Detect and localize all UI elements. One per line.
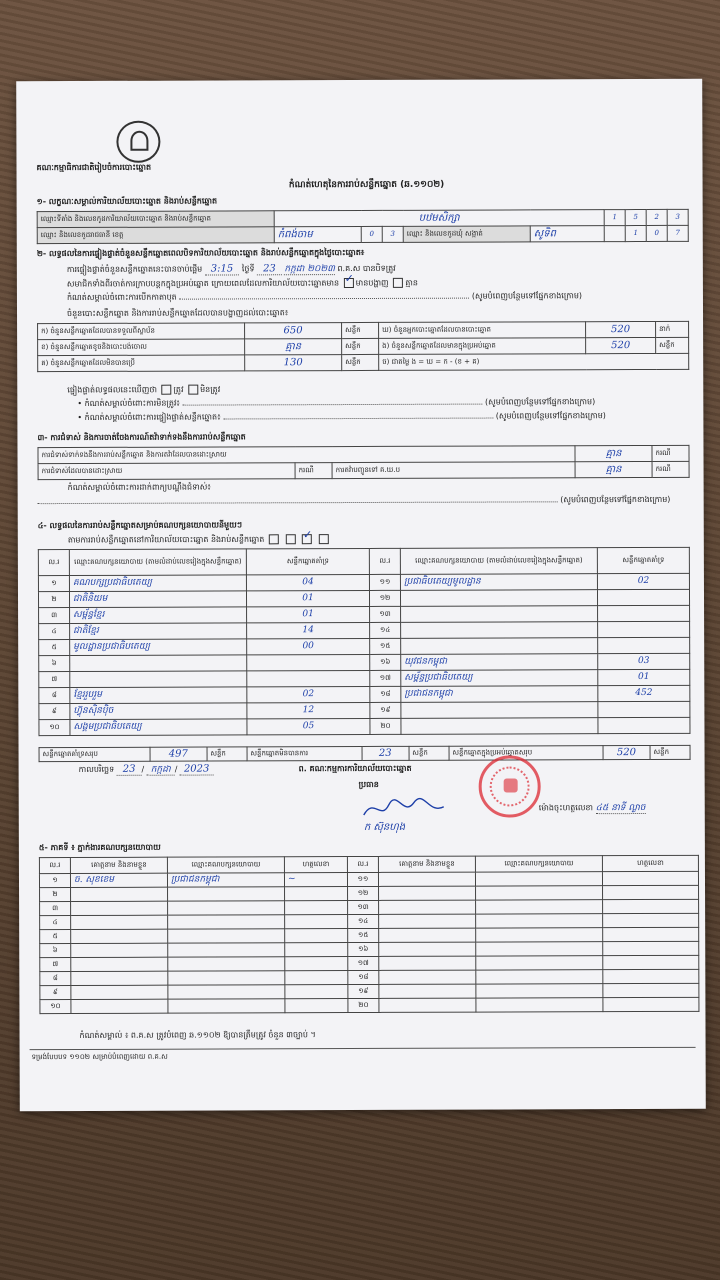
col-party-left: ឈ្មោះគណបក្សនយោបាយ (តាមលំដាប់លេខរៀងក្នុងសន្លឹកឆ្នោត) — [69, 549, 246, 576]
party-no: ៩ — [39, 704, 70, 720]
party-votes: 03 — [598, 653, 690, 669]
party-results-table — [38, 547, 691, 736]
section4-intro: តាមការរាប់សន្លឹកឆ្នោតនៅការិយាល័យបោះឆ្នោត និងរាប់សន្លឹកឆ្នោត ✓ — [68, 533, 688, 546]
col-no-left: ល.រ — [38, 550, 69, 576]
agent-sign — [285, 901, 348, 915]
total-invalid-value: 23 — [362, 746, 409, 760]
agent-party — [168, 999, 285, 1013]
party-votes — [598, 621, 690, 637]
section4-heading: ៤- លទ្ធផលនៃការរាប់សន្លឹកឆ្នោតសម្រាប់គណបក្សនយោបាយនីមួយៗ — [37, 520, 243, 531]
agent-name: ច. សុខខេម — [70, 873, 167, 887]
total-box-label: សន្លឹកឆ្នោតក្នុងប្រអប់ឆ្នោតសរុប — [449, 746, 603, 761]
commune-code-3: 7 — [667, 225, 688, 241]
agent-name — [379, 970, 476, 984]
objection-row1-value: គ្មាន — [575, 445, 652, 461]
agent-col-sign-right: ហត្ថលេខា — [602, 855, 698, 871]
agent-name — [71, 943, 168, 957]
party-votes: 04 — [246, 574, 369, 590]
agent-col-no-left: ល.រ — [39, 858, 70, 874]
agent-sign — [603, 913, 699, 927]
agent-no: ២ — [40, 888, 71, 902]
agent-name — [379, 914, 476, 928]
site-code-4: 3 — [667, 209, 688, 225]
agent-name — [71, 985, 168, 999]
section2-line3: កំណត់សម្គាល់ចំពោះការបើកកាតាបុត (សូមបំពេញបន្ថែមទៅផ្នែកខាងក្រោម) — [66, 291, 583, 303]
party-votes: 02 — [247, 686, 370, 702]
party-votes: 452 — [598, 685, 690, 701]
commune-code-1: 1 — [625, 226, 646, 242]
agent-no: ២០ — [348, 998, 379, 1012]
start-day: 23 — [257, 263, 282, 275]
party-no: ១៦ — [370, 654, 401, 670]
agent-party — [475, 872, 602, 886]
party-name: សម្ព័ន្ធខ្មែរ — [70, 607, 247, 624]
party-no: ៧ — [39, 672, 70, 688]
site-value: បឋមសិក្សា — [274, 210, 604, 227]
agent-party — [476, 900, 603, 914]
party-no: ១១ — [369, 574, 400, 590]
value-a: 650 — [245, 323, 342, 339]
party-votes — [597, 589, 689, 605]
party-votes: 14 — [247, 622, 370, 638]
agent-name — [71, 957, 168, 971]
party-votes: 01 — [246, 590, 369, 606]
agent-name — [379, 984, 476, 998]
party-name: ជាតិនិយម — [69, 591, 246, 608]
issuer-name: គណៈកម្មាធិការជាតិរៀបចំការបោះឆ្នោត — [36, 162, 152, 173]
agent-col-sign-left: ហត្ថលេខា — [284, 857, 347, 873]
party-name: យុវជនកម្ពុជា — [401, 654, 598, 671]
province-label: ឈ្មោះ និងលេខកូដរាជធានី ខេត្ត — [37, 227, 274, 244]
agent-party — [168, 985, 285, 999]
party-name: សង្គមប្រជាធិបតេយ្យ — [70, 719, 247, 736]
intro-checkbox-4[interactable] — [318, 534, 328, 544]
table-row — [39, 717, 690, 735]
agent-no: ១២ — [348, 886, 379, 900]
col-votes-right: សន្លឹកឆ្នោតគាំទ្រ — [597, 547, 689, 573]
party-no: ១៥ — [370, 638, 401, 654]
agent-name — [379, 900, 476, 914]
agents-table — [39, 855, 700, 1014]
party-votes — [598, 717, 690, 733]
province-value: កំពង់ចាម — [274, 226, 361, 242]
party-votes — [598, 605, 690, 621]
party-name: ប្រជាធិបតេយ្យមូលដ្ឋាន — [400, 574, 597, 591]
agent-name — [71, 971, 168, 985]
date-month: កក្កដា — [147, 765, 175, 776]
label-d: ឃ) ចំនួនអ្នកបោះឆ្នោតដែលបានបោះឆ្នោត — [379, 322, 586, 339]
agent-col-no-right: ល.រ — [347, 856, 378, 872]
party-name — [401, 702, 598, 719]
party-no: ៤ — [39, 624, 70, 640]
label-a: ក) ចំនួនសន្លឹកឆ្នោតដែលបានទទួលពីស្ថាប័ន — [38, 323, 245, 340]
agent-sign — [603, 983, 699, 997]
party-votes — [247, 670, 370, 686]
agent-no: ១៤ — [348, 914, 379, 928]
party-votes: 05 — [247, 718, 370, 734]
party-name — [401, 638, 598, 655]
agent-sign — [285, 915, 348, 929]
agent-col-party-left: ឈ្មោះគណបក្សនយោបាយ — [167, 857, 284, 873]
form-footer: ទម្រង់បែបបទ ១១០២ សម្រាប់បំពេញដោយ ព.គ.ស — [31, 1052, 168, 1062]
table-row — [40, 997, 699, 1013]
section2-line4: ចំនួនបោះសន្លឹកឆ្នោត និងការរាប់សន្លឹកឆ្នោតដែលបានបង្ហាញដល់បោះឆ្នោត៖ — [66, 308, 289, 319]
province-code-2: 3 — [382, 226, 403, 242]
col-no-right: ល.រ — [369, 548, 400, 574]
party-no: ៣ — [39, 608, 70, 624]
agent-no: ៨ — [40, 972, 71, 986]
agent-party: ប្រជាជនកម្ពុជា — [167, 873, 284, 887]
site-label: ឈ្មោះទីតាំង និងលេខកូដការិយាល័យបោះឆ្នោត និងរាប់សន្លឹកឆ្នោត — [37, 211, 274, 228]
label-e: ង) ចំនួនសន្លឹកឆ្នោតដែលមានក្នុងប្រអប់ឆ្នោត — [379, 338, 586, 355]
agent-name — [71, 901, 168, 915]
section2-heading: ២- លទ្ធផលនៃការផ្ទៀងផ្ទាត់ចំនួនសន្លឹកឆ្នោតពេលបិទការិយាល័យបោះឆ្នោត និងរាប់សន្លឹកឆ្នោតក្នុងថ្ងៃបោះឆ្នោត៖ — [36, 247, 365, 259]
section5-heading: ៥- ភាគទី ៖ ភ្នាក់ងារគណបក្សនយោបាយ — [38, 842, 161, 853]
agent-sign — [285, 929, 348, 943]
agent-party — [476, 970, 603, 984]
agent-no: ៤ — [40, 916, 71, 930]
party-no: ៥ — [39, 640, 70, 656]
agent-party — [476, 914, 603, 928]
agent-name — [379, 886, 476, 900]
party-no: ២០ — [370, 718, 401, 734]
agent-sign — [602, 871, 698, 885]
agent-party — [476, 998, 603, 1012]
commune-code-2: 0 — [646, 225, 667, 241]
agent-no: ១៦ — [348, 942, 379, 956]
party-votes — [598, 637, 690, 653]
official-seal — [479, 755, 541, 817]
section3-heading: ៣- ការជំទាស់ និងការចាត់ចែងការណ៍តវ៉ាទាក់ទងនឹងការរាប់សន្លឹកឆ្នោត — [37, 432, 246, 443]
agent-no: ១៣ — [348, 900, 379, 914]
start-time: 3:15 — [205, 263, 240, 275]
party-name — [400, 590, 597, 607]
objection-row2-value: គ្មាន — [575, 461, 652, 477]
section2-line5: ផ្ទៀងផ្ទាត់លទ្ធផលនេះឃើញថា ត្រូវ មិនត្រូវ — [67, 384, 221, 395]
agent-no: ៣ — [40, 902, 71, 916]
col-party-right: ឈ្មោះគណបក្សនយោបាយ (តាមលំដាប់លេខរៀងក្នុងសន្លឹកឆ្នោត) — [400, 548, 597, 575]
seal-yes-checkbox[interactable] — [344, 278, 354, 288]
party-no: ១៧ — [370, 670, 401, 686]
form-title: កំណត់ហេតុនៃការរាប់សន្លឹកឆ្នោត (ឆ.១១០២) — [288, 179, 445, 191]
agent-sign — [603, 927, 699, 941]
party-name: ប្រជាជនកម្ពុជា — [401, 686, 598, 703]
site-code-1: 1 — [604, 210, 625, 226]
agent-sign — [603, 941, 699, 955]
col-votes-left: សន្លឹកឆ្នោតគាំទ្រ — [246, 548, 369, 574]
agent-sign — [285, 999, 348, 1013]
party-votes: 12 — [247, 702, 370, 718]
agent-no: ៧ — [40, 958, 71, 972]
party-name — [70, 655, 247, 672]
agent-name — [378, 872, 475, 886]
party-votes — [598, 701, 690, 717]
site-code-3: 2 — [646, 209, 667, 225]
total-box-value: 520 — [603, 745, 650, 759]
party-name: ជាតិខ្មែរ — [70, 623, 247, 640]
value-b: គ្មាន — [245, 339, 342, 355]
emblem-logo — [116, 121, 160, 163]
objection-table: ការជំទាស់ទាក់ទងនឹងការរាប់សន្លឹកឆ្នោត និងការតវ៉ាដែលបានដោះស្រាយ គ្មាន ករណី ការជំទាស់ដែលបានដោះស្រាយ ករណី ការតវ៉ាបញ្ជូនទៅ គ.ឃ.ប គ្មាន ករណី — [37, 445, 689, 480]
party-no: ១៤ — [370, 622, 401, 638]
agent-sign — [603, 955, 699, 969]
agent-sign — [603, 997, 699, 1011]
agent-no: ១៥ — [348, 928, 379, 942]
start-month-year: កក្កដា ២០២៣ — [284, 264, 335, 275]
agent-sign — [285, 943, 348, 957]
site-code-2: 5 — [625, 210, 646, 226]
agent-party — [168, 943, 285, 957]
agent-name — [379, 998, 476, 1012]
intro-checkbox-3[interactable] — [302, 534, 312, 544]
chair-label: ប្រធាន — [358, 779, 379, 790]
party-no: ២ — [38, 592, 69, 608]
agent-name — [379, 956, 476, 970]
election-form-paper — [16, 79, 706, 1111]
commune-label: ឈ្មោះ និងលេខកូដឃុំ សង្កាត់ — [403, 226, 530, 242]
party-name — [401, 622, 598, 639]
agent-no: ១៨ — [348, 970, 379, 984]
chair-signature — [359, 795, 449, 823]
party-no: ៨ — [39, 688, 70, 704]
agent-sign — [285, 887, 348, 901]
commune-value: សូទិព — [530, 226, 604, 242]
agent-sign — [603, 899, 699, 913]
agent-name — [71, 929, 168, 943]
party-votes — [247, 654, 370, 670]
mismatch-checkbox[interactable] — [188, 385, 198, 395]
agent-party — [476, 956, 603, 970]
agent-sign: ~ — [284, 873, 347, 887]
agent-no: ១៧ — [348, 956, 379, 970]
party-votes: 01 — [247, 606, 370, 622]
section2-line2: សមាជិកទាំងពីរចាត់ការក្រាបបន្តកក្នុងប្រអប់ឆ្នោត ក្រោយពេលដែលការិយាល័យបោះឆ្នោតមាន ✓ មានបង្ហាញ គ្មាន — [67, 277, 687, 290]
total-valid-label: សន្លឹកឆ្នោតគាំទ្រសរុប — [39, 747, 150, 761]
objection-row2-label: ការជំទាស់ដែលបានដោះស្រាយ — [38, 463, 295, 480]
agent-name — [379, 942, 476, 956]
agent-party — [476, 928, 603, 942]
party-name: សម្ព័ន្ធប្រជាធិបតេយ្យ — [401, 670, 598, 687]
footer-note: កំណត់សម្គាល់ ៖ ព.គ.ស ត្រូវបំពេញ ឆ.១១០២ ឱ្យបានត្រឹមត្រូវ ចំនួន ៣ច្បាប់ ។ — [79, 1030, 316, 1040]
agent-party — [476, 942, 603, 956]
party-no: ១៨ — [370, 686, 401, 702]
party-no: ១០ — [39, 720, 70, 736]
date-day: 23 — [117, 764, 142, 776]
value-e: 520 — [586, 337, 656, 353]
section2-line1: ការផ្ទៀងផ្ទាត់ចំនួនសន្លឹកឆ្នោតនេះបានចាប់ផ្តើម 3:15 ថ្ងៃទី 23 កក្កដា ២០២៣ ព.គ.ស បានបិទត្រូវ — [66, 263, 396, 275]
agent-sign — [285, 971, 348, 985]
party-no: ១៩ — [370, 702, 401, 718]
agent-no: ៩ — [40, 986, 71, 1000]
section1-heading: ១- លក្ខណៈសម្គាល់ការិយាល័យបោះឆ្នោត និងរាប់សន្លឹកឆ្នោត — [36, 196, 218, 207]
value-c: 130 — [245, 355, 342, 371]
agent-sign — [285, 985, 348, 999]
province-code-1: 0 — [361, 226, 382, 242]
section2-line6b: • កំណត់សម្គាល់ចំពោះការផ្ទៀងផ្ទាត់សន្លឹកឆ្នោត៖ (សូមបំពេញបន្ថែមទៅផ្នែកខាងក្រោម) — [77, 411, 606, 422]
agent-col-name-left: គោត្តនាម និងនាមខ្លួន — [70, 857, 167, 873]
party-no: ៦ — [39, 656, 70, 672]
agent-name — [71, 887, 168, 901]
party-name: គណបក្សប្រជាធិបតេយ្យ — [69, 575, 246, 592]
objection-row1-label: ការជំទាស់ទាក់ទងនឹងការរាប់សន្លឹកឆ្នោត និងការតវ៉ាដែលបានដោះស្រាយ — [38, 446, 575, 464]
section3-note: កំណត់សម្គាល់ចំពោះការដាក់ពាក្យបណ្តឹងជំទាស់៖ — [67, 482, 211, 493]
party-no: ១ — [38, 576, 69, 592]
party-name: ខ្មែររួបរួម — [70, 687, 247, 704]
seal-no-checkbox[interactable] — [393, 278, 403, 288]
match-checkbox[interactable] — [161, 385, 171, 395]
date-line: កាលបរិច្ឆេទ 23 / កក្កដា / 2023 — [79, 765, 214, 775]
agent-name — [379, 928, 476, 942]
agent-party — [168, 915, 285, 929]
committee-label: ព. គណៈកម្មការការិយាល័យបោះឆ្នោត — [298, 763, 412, 774]
party-name — [70, 671, 247, 688]
footer-divider — [30, 1047, 696, 1050]
agent-col-party-right: ឈ្មោះគណបក្សនយោបាយ — [475, 856, 602, 872]
objection-row2b-label: ការតវ៉ាបញ្ជូនទៅ គ.ឃ.ប — [332, 462, 575, 479]
party-name: ហ៊្វុនស៊ិនប៉ិច — [70, 703, 247, 720]
label-c: គ) ចំនួនសន្លឹកឆ្នោតដែលមិនបានប្រើ — [38, 355, 245, 372]
date-year: 2023 — [180, 764, 213, 776]
agent-no: ១១ — [347, 872, 378, 886]
intro-checkbox-1[interactable] — [269, 534, 279, 544]
label-b: ខ) ចំនួនសន្លឹកឆ្នោតខូចនិងបោះបង់ចោល — [38, 339, 245, 356]
agent-party — [168, 887, 285, 901]
chair-name: ក ស៊ុនហុង — [363, 821, 406, 833]
intro-checkbox-2[interactable] — [285, 534, 295, 544]
agent-sign — [285, 957, 348, 971]
agent-party — [168, 957, 285, 971]
section3-note2: (សូមបំពេញបន្ថែមទៅផ្នែកខាងក្រោម) — [38, 495, 690, 507]
agent-name — [71, 915, 168, 929]
party-name — [401, 606, 598, 623]
agent-party — [476, 984, 603, 998]
section1-table — [37, 209, 689, 244]
label-f: ច) ជាតម្លៃ ង = ឃ = ក - (ខ + គ) — [379, 353, 689, 370]
ballot-count-table: ក) ចំនួនសន្លឹកឆ្នោតដែលបានទទួលពីស្ថាប័ន 650 សន្លឹក ឃ) ចំនួនអ្នកបោះឆ្នោតដែលបានបោះឆ្នោត 520 នាក់ ខ) ចំនួនសន្លឹកឆ្នោតខូចនិងបោះបង់ចោល គ្មាន សន្លឹក ង) ចំនួនសន្លឹកឆ្នោតដែលមានក្នុងប្រអប់ឆ្នោត 520 សន្លឹក គ) ចំនួនសន្លឹកឆ្នោតដែលមិនបានប្រើ 130 សន្លឹក ច) ជាតម្លៃ ង = ឃ = ក - (ខ + គ) — [37, 321, 689, 372]
party-name: មូលដ្ឋានប្រជាធិបតេយ្យ — [70, 639, 247, 656]
agent-party — [168, 971, 285, 985]
total-invalid-label: សន្លឹកឆ្នោតមិនបានការ — [247, 746, 362, 760]
agent-name — [71, 999, 168, 1013]
party-votes: 01 — [598, 669, 690, 685]
party-name — [401, 718, 598, 735]
party-no: ១៣ — [370, 606, 401, 622]
agent-party — [476, 886, 603, 900]
agent-no: ១០ — [40, 1000, 71, 1014]
value-d: 520 — [586, 321, 656, 337]
agent-sign — [603, 969, 699, 983]
section2-line6a: • កំណត់សម្គាល់ចំពោះការមិនត្រូវ៖ (សូមបំពេញបន្ថែមទៅផ្នែកខាងក្រោម) — [77, 397, 596, 408]
party-votes: 00 — [247, 638, 370, 654]
agent-no: ៦ — [40, 944, 71, 958]
total-valid-value: 497 — [150, 747, 207, 761]
agent-no: ១ — [39, 874, 70, 888]
agent-sign — [603, 885, 699, 899]
sign-time: ម៉ោងចុះហត្ថលេខា ៤៥ នាទី ល្ងាច — [538, 803, 646, 814]
agent-col-name-right: គោត្តនាម និងនាមខ្លួន — [378, 856, 475, 872]
party-no: ១២ — [369, 590, 400, 606]
agent-no: ១៩ — [348, 984, 379, 998]
agent-party — [168, 929, 285, 943]
agent-party — [168, 901, 285, 915]
agent-no: ៥ — [40, 930, 71, 944]
party-votes: 02 — [597, 573, 689, 589]
totals-table: សន្លឹកឆ្នោតគាំទ្រសរុប 497 សន្លឹក សន្លឹកឆ្នោតមិនបានការ 23 សន្លឹក សន្លឹកឆ្នោតក្នុងប្រអប់ឆ្នោតសរុប 520 សន្លឹក — [39, 745, 691, 762]
